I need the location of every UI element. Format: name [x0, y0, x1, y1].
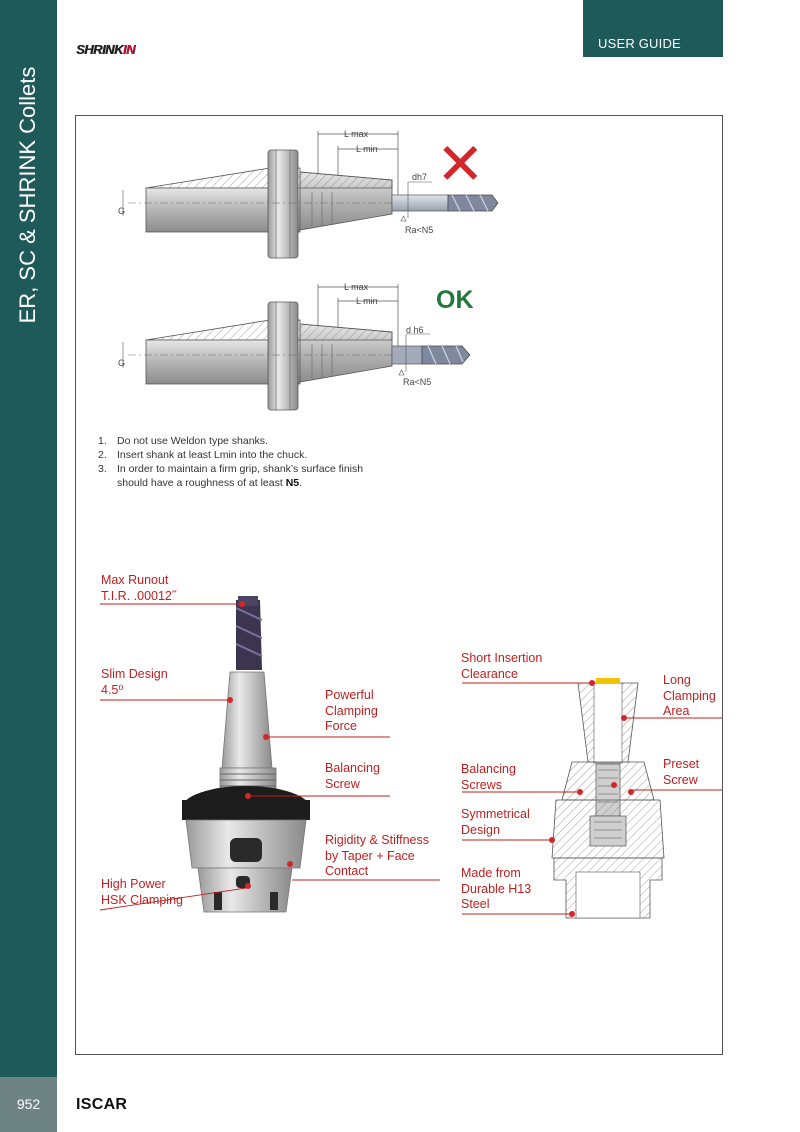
callout-h13-steel: Made from Durable H13 Steel: [461, 866, 532, 911]
reject-x-icon: ✕: [436, 130, 485, 198]
ok-verdict: OK: [436, 286, 474, 314]
section-title: ER, SC & SHRINK Collets: [15, 66, 40, 324]
chuck-drawing-correct: [123, 284, 470, 410]
diameter-label-bottom: d h6: [406, 325, 424, 335]
lmax-label-bottom: L max: [344, 282, 369, 292]
callout-powerful-clamping: Powerful Clamping Force: [325, 688, 378, 733]
roughness-label-bottom: Ra<N5: [403, 377, 432, 387]
iscar-brand: ISCAR: [76, 1096, 128, 1113]
g-label-top: G: [118, 206, 126, 216]
lmin-label-bottom: L min: [356, 296, 378, 306]
callout-balancing-screw: Balancing Screw: [325, 761, 380, 791]
callout-preset-screw: Preset Screw: [663, 757, 700, 787]
usage-notes: [98, 434, 367, 490]
diameter-label-top: dh7: [412, 172, 428, 182]
callout-long-clamping: Long Clamping Area: [663, 673, 716, 718]
g-label-bottom: G: [118, 358, 126, 368]
callout-max-runout: Max Runout T.I.R. .00012˝: [101, 573, 177, 603]
note-item: 2. Insert shank at least Lmin into the chuck.: [98, 449, 308, 461]
note-item: 1. Do not use Weldon type shanks.: [98, 435, 268, 447]
callout-balancing-screws: Balancing Screws: [461, 762, 516, 792]
callout-short-insertion: Short Insertion Clearance: [461, 651, 543, 681]
callout-hsk-clamping: High Power HSK Clamping: [101, 877, 183, 907]
callout-symmetrical: Symmetrical Design: [461, 807, 530, 837]
page-number: 952: [16, 1096, 41, 1112]
lmin-label-top: L min: [356, 144, 378, 154]
note-item: 3. In order to maintain a firm grip, shank’s surface finish should have a roughness of at least N5.: [98, 463, 364, 489]
callout-rigidity: Rigidity & Stiffness by Taper + Face Contact: [325, 833, 429, 878]
lmax-label-top: L max: [344, 129, 369, 139]
hsk-chuck-illustration: [182, 596, 310, 912]
chuck-cross-section: [549, 678, 664, 918]
user-guide-label: USER GUIDE: [598, 36, 681, 51]
shrinkin-logo: SHRINKIN: [76, 42, 135, 57]
callout-slim-design: Slim Design 4.5⁰: [101, 667, 168, 697]
roughness-label-top: Ra<N5: [405, 225, 434, 235]
